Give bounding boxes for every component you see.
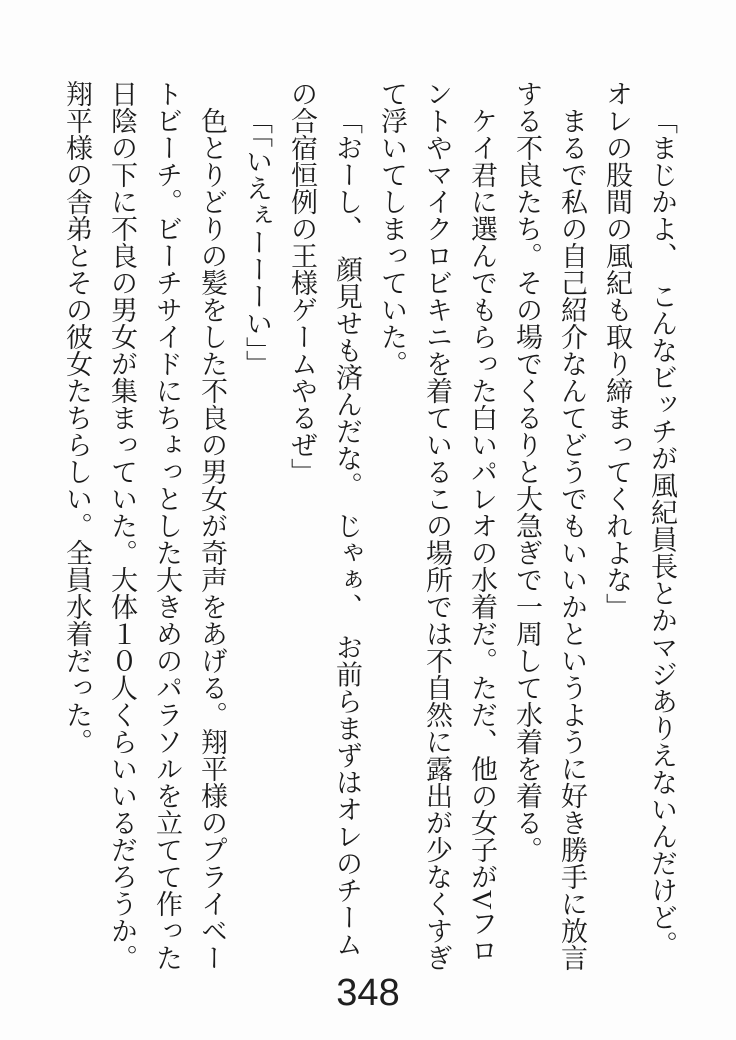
page-number: 348 <box>336 972 400 1014</box>
paragraph-dialogue-1: 「まじかよ、 こんなビッチが風紀員長とかマジありえないんだけど。オレの股間の風紀も取り締まってくれよな」 <box>602 80 677 958</box>
paragraph-dialogue-2: 「おーし、 顔見せも済んだな。 じゃぁ、 お前らまずはオレのチームの合宿恒例の王様ゲームやるぜ」 <box>287 80 362 958</box>
paragraph-narration-1: まるで私の自己紹介なんてどうでもいいかというように好き勝手に放言する不良たち。その場でくるりと大急ぎで一周して水着を着る。 <box>512 80 587 971</box>
vertical-text-block <box>54 80 684 980</box>
paragraph-narration-3: 色とりどりの髪をした不良の男女が奇声をあげる。翔平様のプライベートビーチ。ビーチサイドにちょっとした大きめのパラソルを立てて作った日陰の下に不良の男女が集まっていた。大体１０人くらいいるだろうか。翔平様の舎弟とその彼女たちらしい。全員水着だった。 <box>62 80 227 971</box>
paragraph-narration-2: ケイ君に選んでもらった白いパレオの水着だ。ただ、他の女子がVフロントやマイクロビキニを着ているこの場所では不自然に露出が少なくすぎて浮いてしまっていた。 <box>377 80 497 971</box>
paragraph-dialogue-3: 「「いえぇーーーい」」 <box>242 107 272 377</box>
